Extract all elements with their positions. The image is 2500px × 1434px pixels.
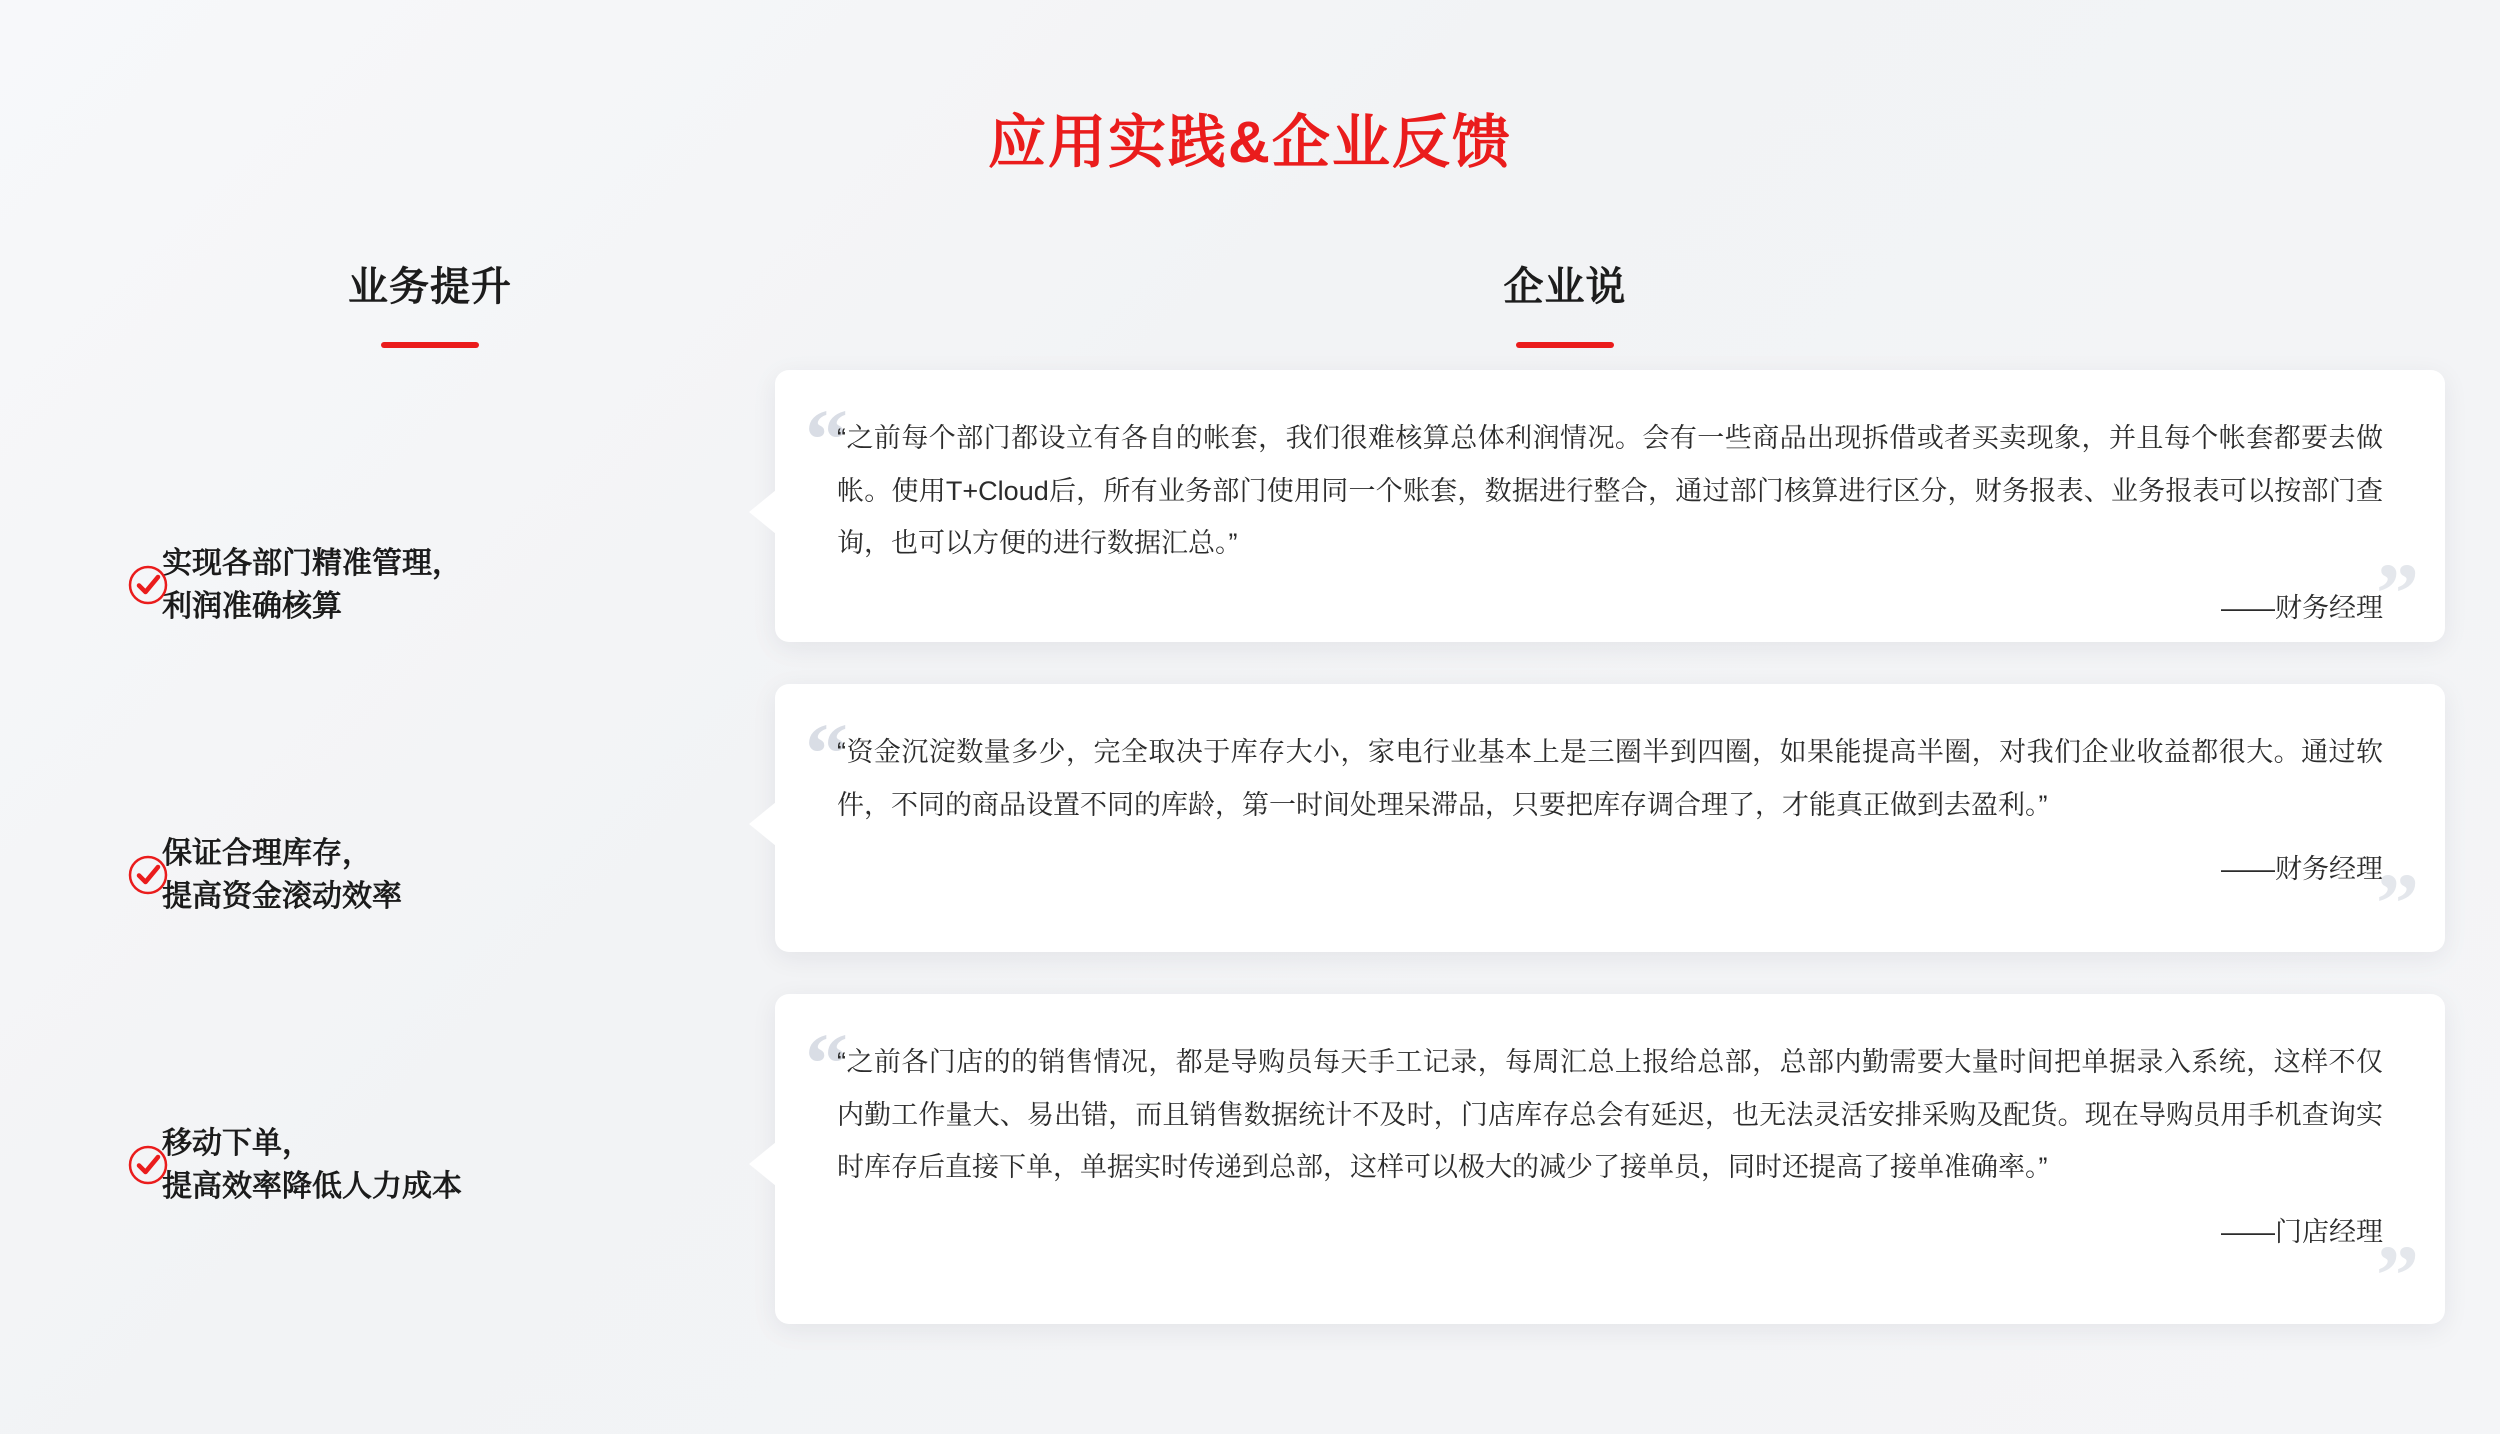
benefit-text [162, 832, 402, 919]
right-column-heading-label: 企业说 [1503, 265, 1627, 309]
quote-close-icon: ” [2376, 545, 2419, 641]
quote-card [775, 994, 2445, 1324]
benefit-text [162, 542, 462, 629]
quote-close-icon: ” [2376, 855, 2419, 951]
quote-text: “资金沉淀数量多少，完全取决于库存大小，家电行业基本上是三圈半到四圈，如果能提高半圈，对我们企业收益都很大。通过软件，不同的商品设置不同的库龄，第一时间处理呆滞品，只要把库存调合理了，才能真正做到去盈利。” [837, 737, 2383, 820]
benefit-line-1: 移动下单， [162, 1126, 312, 1160]
right-column-heading [1355, 255, 1775, 348]
quote-open-icon: “ [805, 1015, 848, 1111]
benefit-line-2: 提高资金滚动效率 [162, 880, 402, 913]
left-heading-underline [381, 342, 479, 348]
benefits-list [60, 440, 760, 1310]
left-column-heading-label: 业务提升 [348, 265, 512, 309]
quote-attribution: ——财务经理 [2221, 592, 2383, 623]
benefit-line-2: 提高效率降低人力成本 [162, 1170, 462, 1203]
quote-cards [775, 370, 2445, 1366]
benefit-line-1: 实现各部门精准管理， [162, 546, 462, 580]
list-item [60, 1020, 760, 1310]
list-item [60, 440, 760, 730]
list-item [60, 730, 760, 1020]
check-circle-icon [128, 855, 168, 895]
quote-text: “之前每个部门都设立有各自的帐套，我们很难核算总体利润情况。会有一些商品出现拆借或者买卖现象，并且每个帐套都要去做帐。使用T+Cloud后，所有业务部门使用同一个账套，数据进行整合，通过部门核算进行区分，财务报表、业务报表可以按部门查询，也可以方便的进行数据汇总。” [837, 423, 2383, 559]
quote-card [775, 370, 2445, 642]
quote-card [775, 684, 2445, 952]
right-heading-underline [1516, 342, 1614, 348]
card-pointer [749, 1142, 776, 1186]
card-pointer [749, 802, 776, 846]
quote-open-icon: “ [805, 391, 848, 487]
card-pointer [749, 490, 776, 534]
quote-text: “之前各门店的的销售情况，都是导购员每天手工记录，每周汇总上报给总部，总部内勤需要大量时间把单据录入系统，这样不仅内勤工作量大、易出错，而且销售数据统计不及时，门店库存总会有延迟，也无法灵活安排采购及配货。现在导购员用手机查询实时库存后直接下单，单据实时传递到总部，这样可以极大的减少了接单员，同时还提高了接单准确率。” [837, 1047, 2383, 1183]
quote-attribution: ——财务经理 [2221, 854, 2383, 885]
check-circle-icon [128, 1145, 168, 1185]
quote-attribution: ——门店经理 [2221, 1216, 2383, 1247]
benefit-text [162, 1122, 462, 1209]
check-circle-icon [128, 565, 168, 605]
benefit-line-2: 利润准确核算 [162, 590, 342, 623]
quote-close-icon: ” [2376, 1227, 2419, 1323]
quote-open-icon: “ [805, 705, 848, 801]
benefit-line-1: 保证合理库存， [162, 836, 372, 870]
page-title: 应用实践&企业反馈 [988, 110, 1512, 175]
left-column-heading [220, 255, 640, 348]
